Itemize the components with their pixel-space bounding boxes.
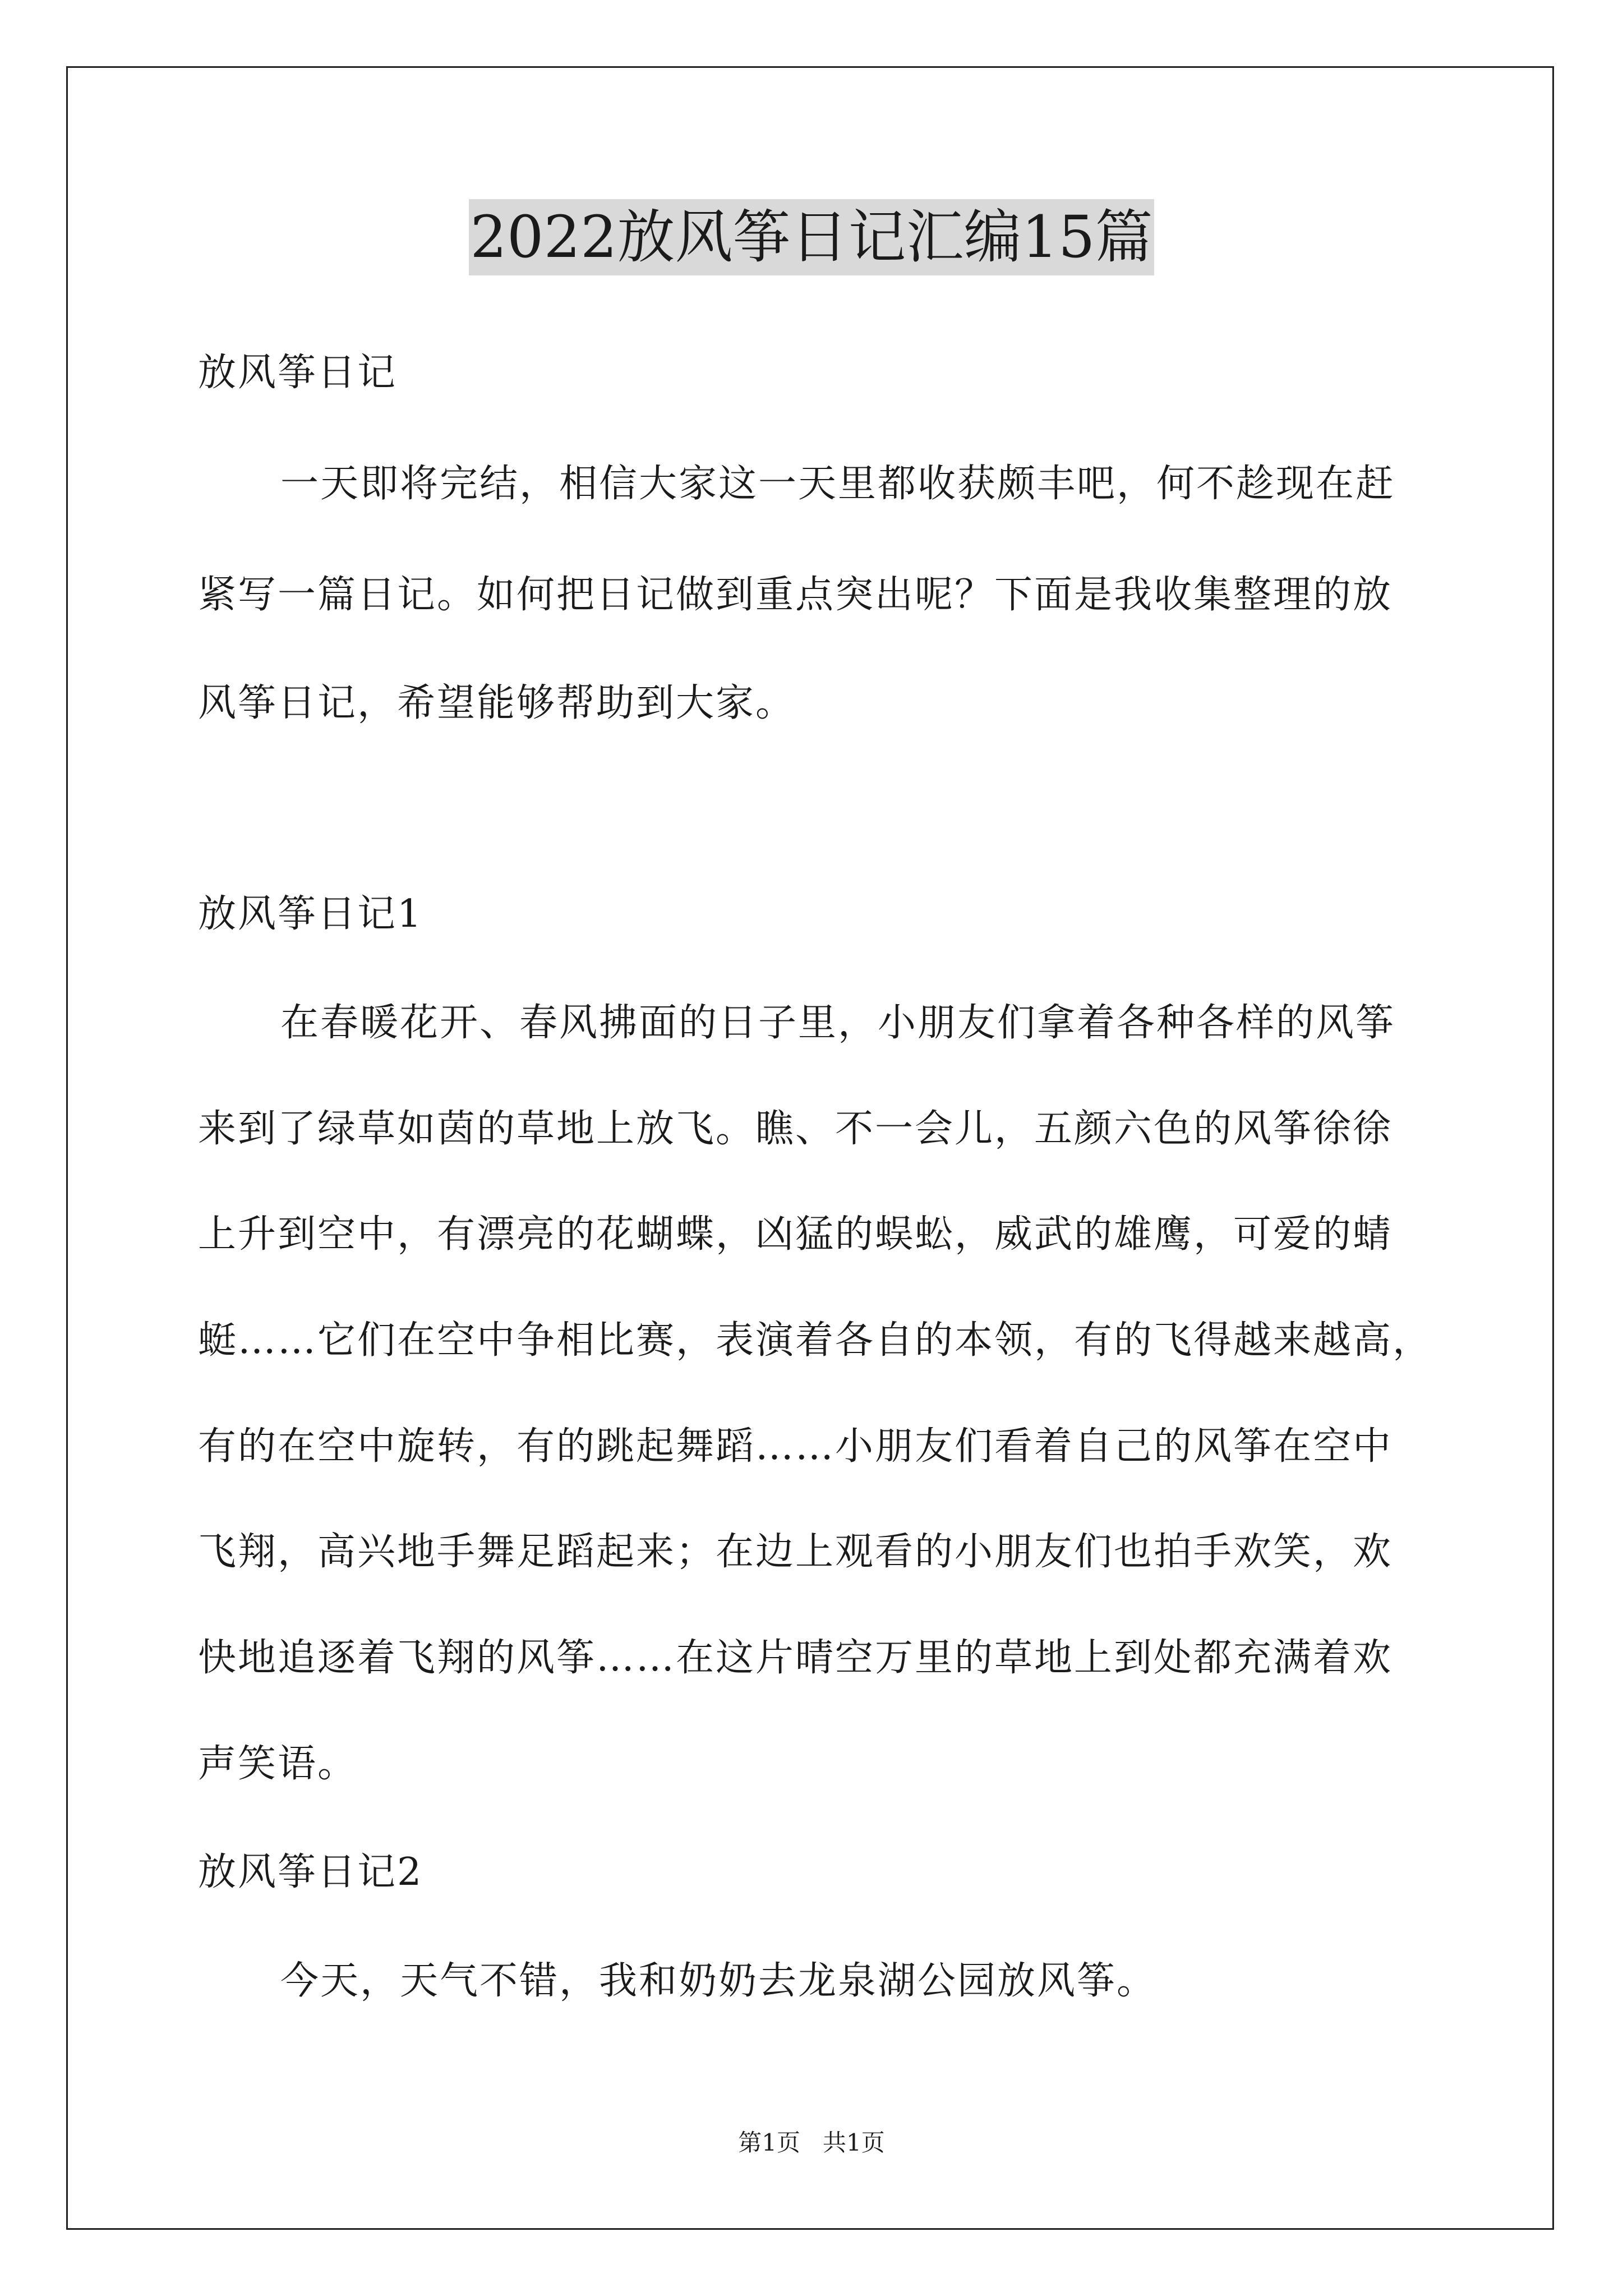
paragraph-line: 蜓……它们在空中争相比赛，表演着各自的本领，有的飞得越来越高， <box>198 1318 1433 1363</box>
paragraph-line: 在春暖花开、春风拂面的日子里，小朋友们拿着各种各样的风筝 <box>280 1001 1396 1045</box>
paragraph-line: 快地追逐着飞翔的风筝……在这片晴空万里的草地上到处都充满着欢 <box>198 1636 1393 1680</box>
paragraph-line: 风筝日记，希望能够帮助到大家。 <box>198 681 796 725</box>
section-heading: 放风筝日记1 <box>198 892 423 936</box>
paragraph-line: 紧写一篇日记。如何把日记做到重点突出呢？下面是我收集整理的放 <box>198 573 1393 617</box>
paragraph-line: 来到了绿草如茵的草地上放飞。瞧、不一会儿，五颜六色的风筝徐徐 <box>198 1107 1393 1151</box>
paragraph-line: 有的在空中旋转，有的跳起舞蹈……小朋友们看着自己的风筝在空中 <box>198 1424 1393 1469</box>
paragraph-line: 一天即将完结，相信大家这一天里都收获颇丰吧，何不趁现在赶 <box>280 462 1396 506</box>
section-heading: 放风筝日记2 <box>198 1850 423 1894</box>
paragraph-line: 声笑语。 <box>198 1742 358 1786</box>
paragraph-line: 今天，天气不错，我和奶奶去龙泉湖公园放风筝。 <box>280 1959 1157 2003</box>
paragraph-line: 飞翔，高兴地手舞足蹈起来；在边上观看的小朋友们也拍手欢笑，欢 <box>198 1530 1393 1574</box>
page-footer: 第1页 共1页 <box>738 2129 885 2156</box>
paragraph-line: 上升到空中，有漂亮的花蝴蝶，凶猛的蜈蚣，威武的雄鹰，可爱的蜻 <box>198 1212 1393 1257</box>
title-wrap <box>0 199 1623 275</box>
section-heading: 放风筝日记 <box>198 351 398 395</box>
document-title: 2022放风筝日记汇编15篇 <box>469 199 1154 275</box>
